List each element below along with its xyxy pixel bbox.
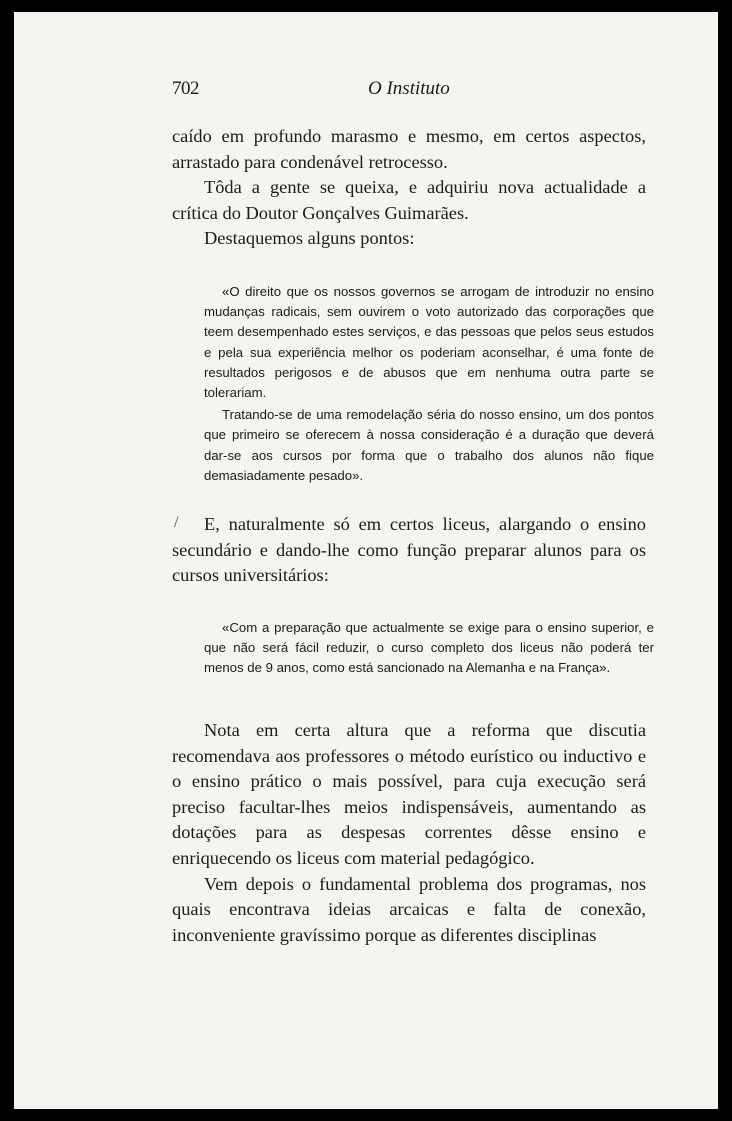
paragraph: caído em profundo marasmo e mesmo, em certos aspectos, arrastado para condenável retrocesso. bbox=[172, 126, 646, 172]
paragraph: Destaquemos alguns pontos: bbox=[204, 228, 415, 249]
paragraph: E, naturalmente só em certos liceus, alargando o ensino secundário e dando-lhe como função preparar alunos para os cursos universitários: bbox=[172, 514, 646, 586]
running-title: O Instituto bbox=[368, 78, 450, 99]
paragraph: Tôda a gente se queixa, e adquiriu nova actualidade a crítica do Doutor Gonçalves Guimarães. bbox=[172, 177, 646, 223]
page-header bbox=[172, 78, 630, 108]
quote-paragraph: «O direito que os nossos governos se arrogam de introduzir no ensino mudanças radicais, sem ouvirem o voto autorizado das corporações que teem desempenhado estes serviços, e das pessoas que pelos seus estudos e pela sua experiência melhor os poderiam aconselhar, é uma fonte de resultados perigosos e de abusos que em nenhuma outra parte se tolerariam. bbox=[204, 284, 654, 401]
block-quote-1 bbox=[204, 282, 654, 486]
quote-paragraph: Tratando-se de uma remodelação séria do nosso ensino, um dos pontos que primeiro se oferecem à nossa consideração é a duração que deverá dar-se aos cursos por forma que o trabalho dos alunos não fique demasiadamente pesado». bbox=[204, 407, 654, 483]
text-block-1 bbox=[172, 124, 646, 252]
quote-paragraph: «Com a preparação que actualmente se exige para o ensino superior, e que não será fácil reduzir, o curso completo dos liceus não poderá ter menos de 9 anos, como está sancionado na Alemanha e na França». bbox=[204, 620, 654, 676]
text-block-3 bbox=[172, 718, 646, 948]
paragraph: Nota em certa altura que a reforma que discutia recomendava aos professores o método eurístico ou inductivo e o ensino prático o mais possível, para cuja execução será preciso facultar-lhes meios indispensáveis, aumentando as dotações para as despesas correntes dêsse ensino e enriquecendo os liceus com material pedagógico. bbox=[172, 720, 646, 868]
page-number: 702 bbox=[172, 78, 199, 99]
margin-slash-mark: / bbox=[174, 514, 179, 531]
text-block-2 bbox=[172, 512, 646, 589]
block-quote-2 bbox=[204, 618, 654, 679]
book-page bbox=[14, 12, 718, 1109]
paragraph: Vem depois o fundamental problema dos programas, nos quais encontrava ideias arcaicas e falta de conexão, inconveniente gravíssimo porque as diferentes disciplinas bbox=[172, 873, 646, 945]
